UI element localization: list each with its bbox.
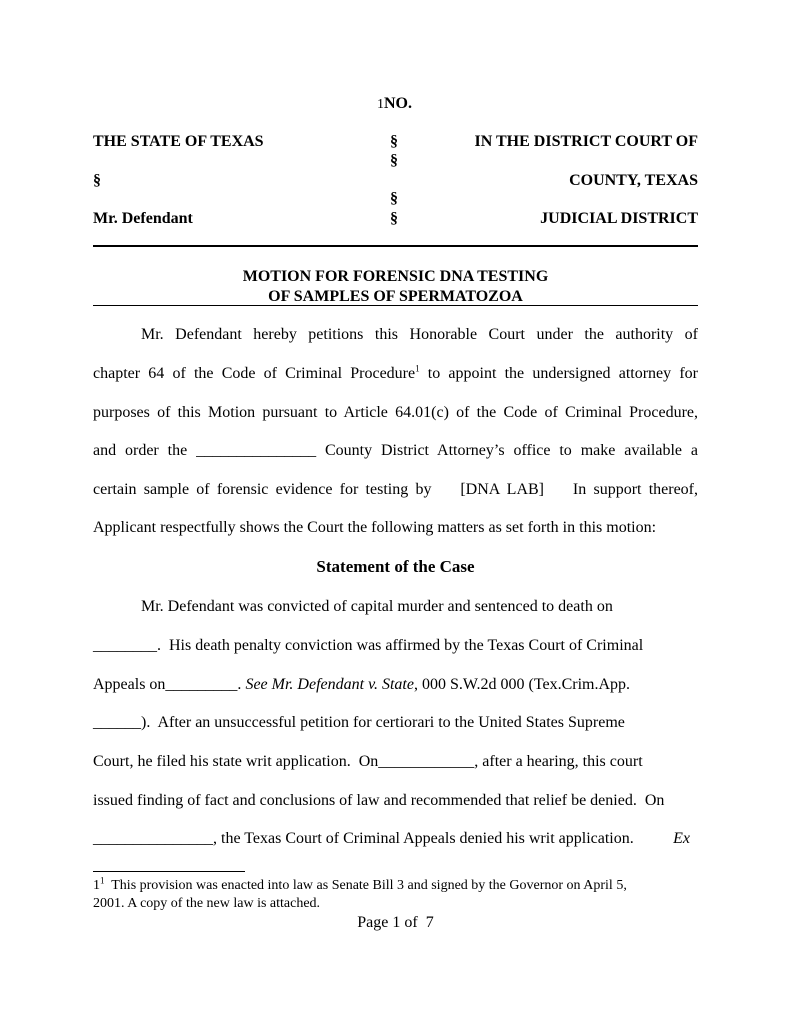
footnote-marker-prefix: 1: [93, 878, 100, 893]
body-line: issued finding of fact and conclusions of law and recommended that relief be denied. On: [93, 792, 665, 809]
caption-right-county: COUNTY, TEXAS: [569, 172, 698, 189]
caption-right-court: IN THE DISTRICT COURT OF: [474, 133, 698, 150]
body-text: chapter 64 of the Code of Criminal Procedure: [93, 365, 416, 382]
caption-right-district: JUDICIAL DISTRICT: [540, 210, 698, 227]
body-line: ________. His death penalty conviction was affirmed by the Texas Court of Criminal: [93, 637, 644, 654]
footnote-marker: 1: [100, 875, 105, 886]
footnote-text: This provision was enacted into law as Senate Bill 3 and signed by the Governor on April 5,: [104, 878, 627, 893]
caption-middle-section: §: [390, 210, 398, 227]
caption-middle-section: §: [390, 190, 398, 207]
body-text: , 000 S.W.2d 000 (Tex.Crim.App.: [413, 676, 631, 693]
motion-title-line1: MOTION FOR FORENSIC DNA TESTING: [242, 268, 549, 285]
footnote-line: [93, 877, 703, 895]
body-line: ______). After an unsuccessful petition for certiorari to the United States Supreme: [93, 714, 625, 731]
motion-title-line2: OF SAMPLES OF SPERMATOZOA: [268, 288, 523, 305]
body-line: certain sample of forensic evidence for testing by [DNA LAB] In support thereof,: [93, 481, 698, 498]
caption-left-section: §: [93, 172, 101, 189]
caption-middle-section: §: [390, 133, 398, 150]
footnote-line: 2001. A copy of the new law is attached.: [93, 896, 321, 911]
case-number-label: NO.: [384, 95, 412, 112]
caption-middle-section: §: [390, 152, 398, 169]
body-line: Applicant respectfully shows the Court the following matters as set forth in this motion:: [93, 519, 657, 536]
case-number-marker: 1: [377, 97, 384, 112]
body-line: Court, he filed his state writ application. On____________, after a hearing, this court: [93, 753, 643, 770]
caption-left-state: THE STATE OF TEXAS: [93, 133, 264, 150]
body-line: [93, 364, 698, 384]
body-text: to appoint the undersigned attorney for: [419, 365, 698, 382]
caption-left-defendant: Mr. Defendant: [93, 210, 193, 227]
body-line: [93, 675, 698, 695]
body-text: _______________, the Texas Court of Criminal Appeals denied his writ application.: [93, 830, 642, 847]
body-text: Appeals on_________.: [93, 676, 246, 693]
body-line: Mr. Defendant was convicted of capital murder and sentenced to death on: [141, 598, 613, 615]
body-line: [93, 829, 698, 849]
page-number: Page 1 of 7: [357, 914, 434, 931]
body-line: and order the _______________ County District Attorney’s office to make available a: [93, 442, 698, 459]
caption-divider: [93, 245, 698, 247]
case-citation: See Mr. Defendant v. State: [245, 676, 414, 693]
section-heading: Statement of the Case: [316, 557, 475, 576]
case-number: [377, 95, 412, 113]
body-line: Mr. Defendant hereby petitions this Honorable Court under the authority of: [141, 326, 698, 343]
body-line: purposes of this Motion pursuant to Article 64.01(c) of the Code of Criminal Procedure,: [93, 404, 698, 421]
footnote-separator: [93, 871, 245, 872]
title-underline: [93, 305, 698, 306]
footnote: [93, 877, 703, 913]
case-citation-start: Ex: [673, 830, 690, 847]
footnote-ref: 1: [415, 363, 420, 374]
